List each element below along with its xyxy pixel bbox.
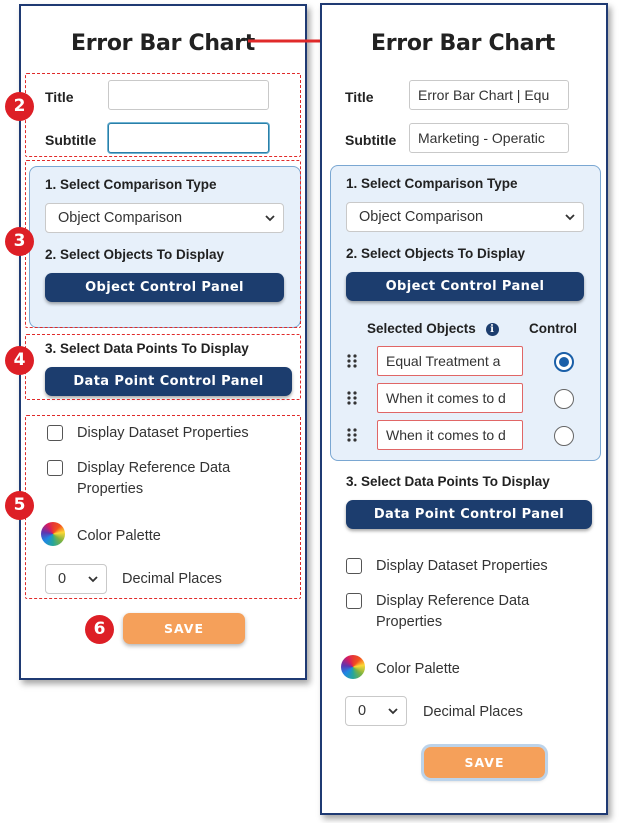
chevron-down-icon [388, 706, 398, 716]
selected-object-input[interactable]: When it comes to d [377, 383, 523, 413]
annotation-box-display-options [25, 415, 301, 599]
color-palette-icon[interactable] [341, 655, 365, 679]
comparison-heading: 1. Select Comparison Type [45, 177, 217, 192]
annotation-box-title [25, 73, 301, 157]
selected-object-input[interactable]: When it comes to d [377, 420, 523, 450]
selected-object-input[interactable]: Equal Treatment a [377, 346, 523, 376]
step-badge-5: 5 [5, 491, 34, 520]
annotation-box-comparison [25, 160, 301, 328]
comparison-type-value: Object Comparison [359, 209, 484, 225]
object-control-panel-button[interactable]: Object Control Panel [45, 273, 284, 302]
annotation-box-datapoints [25, 334, 301, 400]
chevron-down-icon [565, 212, 575, 222]
drag-handle-icon[interactable] [347, 354, 357, 368]
control-radio[interactable] [554, 389, 574, 409]
subtitle-input[interactable] [409, 123, 569, 153]
step-badge-6: 6 [85, 615, 114, 644]
decimal-places-label: Decimal Places [423, 704, 523, 720]
subtitle-field-label: Subtitle [345, 132, 397, 148]
data-point-control-panel-button[interactable]: Data Point Control Panel [45, 367, 292, 396]
info-icon[interactable]: i [486, 323, 499, 336]
color-palette-label: Color Palette [376, 661, 460, 677]
reference-properties-checkbox[interactable] [346, 593, 362, 609]
title-field-label: Title [45, 89, 74, 105]
chart-title-heading: Error Bar Chart [371, 31, 555, 56]
decimal-places-value: 0 [58, 571, 67, 587]
object-control-panel-button[interactable]: Object Control Panel [346, 272, 584, 301]
comparison-heading: 1. Select Comparison Type [346, 176, 518, 191]
comparison-type-value: Object Comparison [58, 210, 183, 226]
decimal-places-value: 0 [358, 703, 367, 719]
selected-objects-header [367, 321, 499, 336]
control-header: Control [529, 321, 577, 336]
selected-objects-header-label: Selected Objects [367, 321, 476, 336]
control-radio[interactable] [554, 426, 574, 446]
drag-handle-icon[interactable] [347, 428, 357, 442]
drag-handle-icon[interactable] [347, 391, 357, 405]
dataset-properties-label: Display Dataset Properties [77, 425, 249, 441]
control-radio-selected[interactable] [554, 352, 574, 372]
step-badge-3: 3 [5, 227, 34, 256]
datapoints-heading: 3. Select Data Points To Display [45, 341, 249, 356]
objects-heading: 2. Select Objects To Display [45, 247, 225, 262]
objects-heading: 2. Select Objects To Display [346, 246, 526, 261]
save-button[interactable]: SAVE [123, 613, 245, 644]
title-field-label: Title [345, 89, 374, 105]
step-badge-2: 2 [5, 92, 34, 121]
reference-properties-label: Display Reference Data Properties [376, 593, 530, 630]
right-settings-panel [320, 3, 608, 815]
title-input[interactable] [409, 80, 569, 110]
save-button[interactable]: SAVE [424, 747, 545, 778]
chart-title-heading: Error Bar Chart [71, 31, 255, 56]
decimal-places-label: Decimal Places [122, 571, 222, 587]
reference-properties-label: Display Reference Data Properties [77, 460, 231, 497]
color-palette-label: Color Palette [77, 528, 161, 544]
comparison-type-select[interactable] [346, 202, 584, 232]
datapoints-heading: 3. Select Data Points To Display [346, 474, 550, 489]
dataset-properties-checkbox[interactable] [346, 558, 362, 574]
data-point-control-panel-button[interactable]: Data Point Control Panel [346, 500, 592, 529]
subtitle-field-label: Subtitle [45, 132, 97, 148]
decimal-places-select[interactable] [345, 696, 407, 726]
dataset-properties-label: Display Dataset Properties [376, 558, 548, 574]
step-badge-4: 4 [5, 346, 34, 375]
